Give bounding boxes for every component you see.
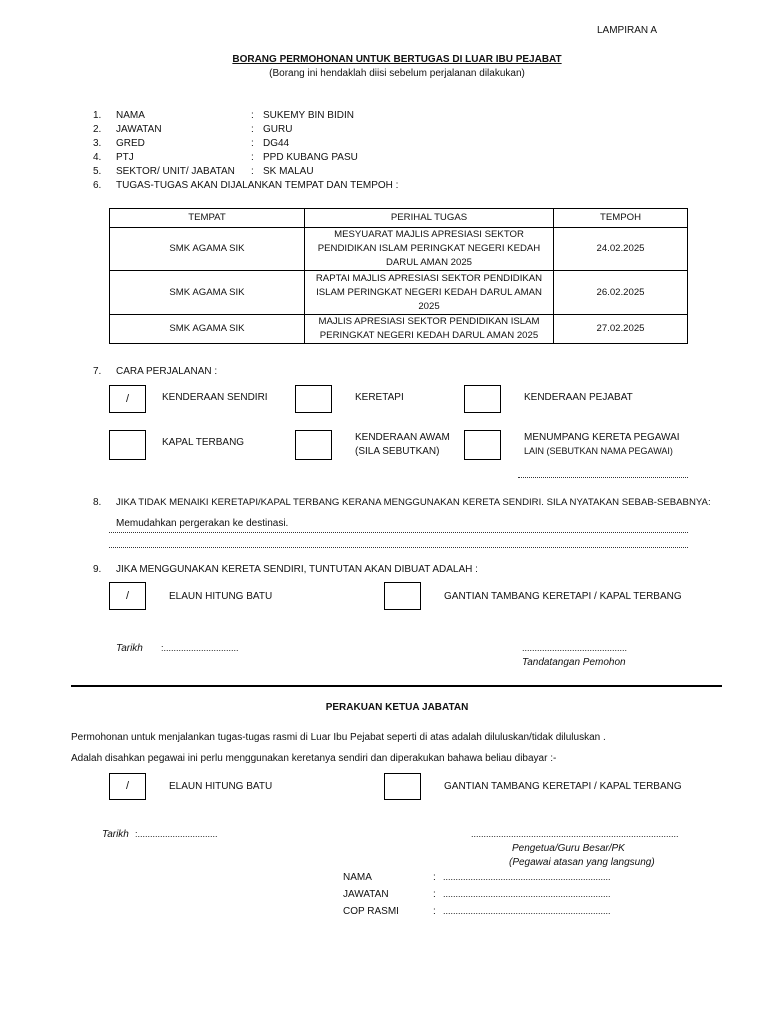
field-number: 2.	[93, 124, 102, 135]
table-row	[110, 315, 688, 344]
field-number: 3.	[93, 138, 102, 149]
perakuan-jawatan-label: JAWATAN	[343, 889, 389, 900]
option-keretapi-label: KERETAPI	[355, 392, 404, 403]
cell-tempat[interactable]: SMK AGAMA SIK	[110, 228, 305, 271]
perakuan-title: PERAKUAN KETUA JABATAN	[325, 702, 469, 713]
lampiran-label: LAMPIRAN A	[597, 25, 658, 36]
field-value-sektor[interactable]: SK MALAU	[263, 166, 314, 177]
checkbox-kenderaan-sendiri[interactable]: /	[109, 385, 146, 413]
field-number: 7.	[93, 366, 102, 377]
table-row	[110, 228, 688, 271]
field-colon: :	[433, 889, 436, 900]
cell-perihal[interactable]: MAJLIS APRESIASI SEKTOR PENDIDIKAN ISLAM PERINGKAT NEGERI KEDAH DARUL AMAN 2025	[305, 315, 554, 344]
item8-dotted-line	[109, 547, 688, 548]
tarikh-field[interactable]: :..............................	[161, 643, 239, 653]
form-title: BORANG PERMOHONAN UNTUK BERTUGAS DI LUAR IBU PEJABAT	[232, 54, 562, 65]
table-header-row	[110, 209, 688, 228]
item6-label: TUGAS-TUGAS AKAN DIJALANKAN TEMPAT DAN TEMPOH :	[116, 180, 399, 191]
field-value-gred[interactable]: DG44	[263, 138, 290, 149]
perakuan-cop-field[interactable]: ...................................................................	[443, 906, 611, 916]
checkbox-kenderaan-pejabat[interactable]	[464, 385, 501, 413]
perakuan-nama-field[interactable]: ...................................................................	[443, 872, 611, 882]
cell-tempat[interactable]: SMK AGAMA SIK	[110, 315, 305, 344]
signature-field-pengetua[interactable]: ...................................................................................	[471, 829, 679, 839]
perakuan-cop-label: COP RASMI	[343, 906, 399, 917]
cell-perihal[interactable]: RAPTAI MAJLIS APRESIASI SEKTOR PENDIDIKAN ISLAM PERINGKAT NEGERI KEDAH DARUL AMAN 2025	[305, 271, 554, 315]
field-number: 9.	[93, 564, 102, 575]
signature-sub-pengetua: (Pegawai atasan yang langsung)	[509, 857, 655, 868]
table-row	[110, 271, 688, 315]
item7-label: CARA PERJALANAN :	[116, 366, 218, 377]
perakuan-nama-label: NAMA	[343, 872, 372, 883]
field-colon: :	[433, 906, 436, 917]
field-colon: :	[251, 110, 254, 121]
field-colon: :	[251, 166, 254, 177]
checkbox-gantian-tambang[interactable]	[384, 582, 421, 610]
option-kapal-terbang-label: KAPAL TERBANG	[162, 437, 245, 448]
field-label-gred: GRED	[116, 138, 145, 149]
column-header-perihal: PERIHAL TUGAS	[305, 209, 554, 228]
perakuan-elaun-label: ELAUN HITUNG BATU	[169, 781, 273, 792]
option-gantian-label: GANTIAN TAMBANG KERETAPI / KAPAL TERBANG	[444, 591, 682, 602]
checkbox-keretapi[interactable]	[295, 385, 332, 413]
perakuan-jawatan-field[interactable]: ...................................................................	[443, 889, 611, 899]
field-label-jawatan: JAWATAN	[116, 124, 162, 135]
perakuan-line-1: Permohonan untuk menjalankan tugas-tugas rasmi di Luar Ibu Pejabat seperti di atas adalah diluluskan/tidak diluluskan .	[71, 732, 606, 743]
field-label-ptj: PTJ	[116, 152, 134, 163]
option-menumpang-label: MENUMPANG KERETA PEGAWAI	[524, 432, 680, 443]
form-subtitle: (Borang ini hendaklah diisi sebelum perjalanan dilakukan)	[269, 68, 525, 79]
field-number: 6.	[93, 180, 102, 191]
cell-perihal[interactable]: MESYUARAT MAJLIS APRESIASI SEKTOR PENDIDIKAN ISLAM PERINGKAT NEGERI KEDAH DARUL AMAN 2025	[305, 228, 554, 271]
signature-field-pemohon[interactable]: ..........................................	[522, 643, 628, 653]
menumpang-dotted-line[interactable]	[518, 477, 688, 478]
option-kenderaan-sendiri-label: KENDERAAN SENDIRI	[162, 392, 268, 403]
field-colon: :	[251, 152, 254, 163]
field-label-nama: NAMA	[116, 110, 145, 121]
field-label-sektor: SEKTOR/ UNIT/ JABATAN	[116, 166, 235, 177]
column-header-tempat: TEMPAT	[110, 209, 305, 228]
cell-tempoh[interactable]: 24.02.2025	[554, 228, 688, 271]
cell-tempoh[interactable]: 26.02.2025	[554, 271, 688, 315]
item8-dotted-line	[109, 532, 688, 533]
task-table	[109, 208, 688, 344]
perakuan-tarikh-label: Tarikh	[102, 829, 129, 840]
checkbox-perakuan-gantian[interactable]	[384, 773, 421, 800]
field-number: 4.	[93, 152, 102, 163]
field-value-jawatan[interactable]: GURU	[263, 124, 293, 135]
field-value-nama[interactable]: SUKEMY BIN BIDIN	[263, 110, 354, 121]
option-kenderaan-awam-label: KENDERAAN AWAM	[355, 432, 450, 443]
option-menumpang-sub: LAIN (SEBUTKAN NAMA PEGAWAI)	[524, 446, 673, 456]
section-divider	[71, 685, 722, 687]
field-number: 1.	[93, 110, 102, 121]
signature-label-pemohon: Tandatangan Pemohon	[522, 657, 626, 668]
signature-title-pengetua: Pengetua/Guru Besar/PK	[512, 843, 625, 854]
item8-answer[interactable]: Memudahkan pergerakan ke destinasi.	[116, 518, 289, 529]
item8-label: JIKA TIDAK MENAIKI KERETAPI/KAPAL TERBANG KERANA MENGGUNAKAN KERETA SENDIRI. SILA NYATAKAN SEBAB-SEBABNYA:	[116, 497, 711, 508]
cell-tempat[interactable]: SMK AGAMA SIK	[110, 271, 305, 315]
checkbox-kenderaan-awam[interactable]	[295, 430, 332, 460]
perakuan-line-2: Adalah disahkan pegawai ini perlu menggunakan keretanya sendiri dan diperakukan bahawa beliau dibayar :-	[71, 753, 557, 764]
perakuan-gantian-label: GANTIAN TAMBANG KERETAPI / KAPAL TERBANG	[444, 781, 682, 792]
checkbox-kapal-terbang[interactable]	[109, 430, 146, 460]
cell-tempoh[interactable]: 27.02.2025	[554, 315, 688, 344]
field-colon: :	[433, 872, 436, 883]
checkbox-perakuan-elaun[interactable]: /	[109, 773, 146, 800]
option-elaun-label: ELAUN HITUNG BATU	[169, 591, 273, 602]
checkbox-menumpang[interactable]	[464, 430, 501, 460]
checkbox-elaun-hitung-batu[interactable]: /	[109, 582, 146, 610]
field-number: 5.	[93, 166, 102, 177]
field-colon: :	[251, 138, 254, 149]
field-value-ptj[interactable]: PPD KUBANG PASU	[263, 152, 358, 163]
item9-label: JIKA MENGGUNAKAN KERETA SENDIRI, TUNTUTAN AKAN DIBUAT ADALAH :	[116, 564, 478, 575]
option-kenderaan-pejabat-label: KENDERAAN PEJABAT	[524, 392, 633, 403]
tarikh-label: Tarikh	[116, 643, 143, 654]
column-header-tempoh: TEMPOH	[554, 209, 688, 228]
field-number: 8.	[93, 497, 102, 508]
field-colon: :	[251, 124, 254, 135]
option-kenderaan-awam-sub: (SILA SEBUTKAN)	[355, 446, 440, 457]
perakuan-tarikh-field[interactable]: :................................	[135, 829, 218, 839]
